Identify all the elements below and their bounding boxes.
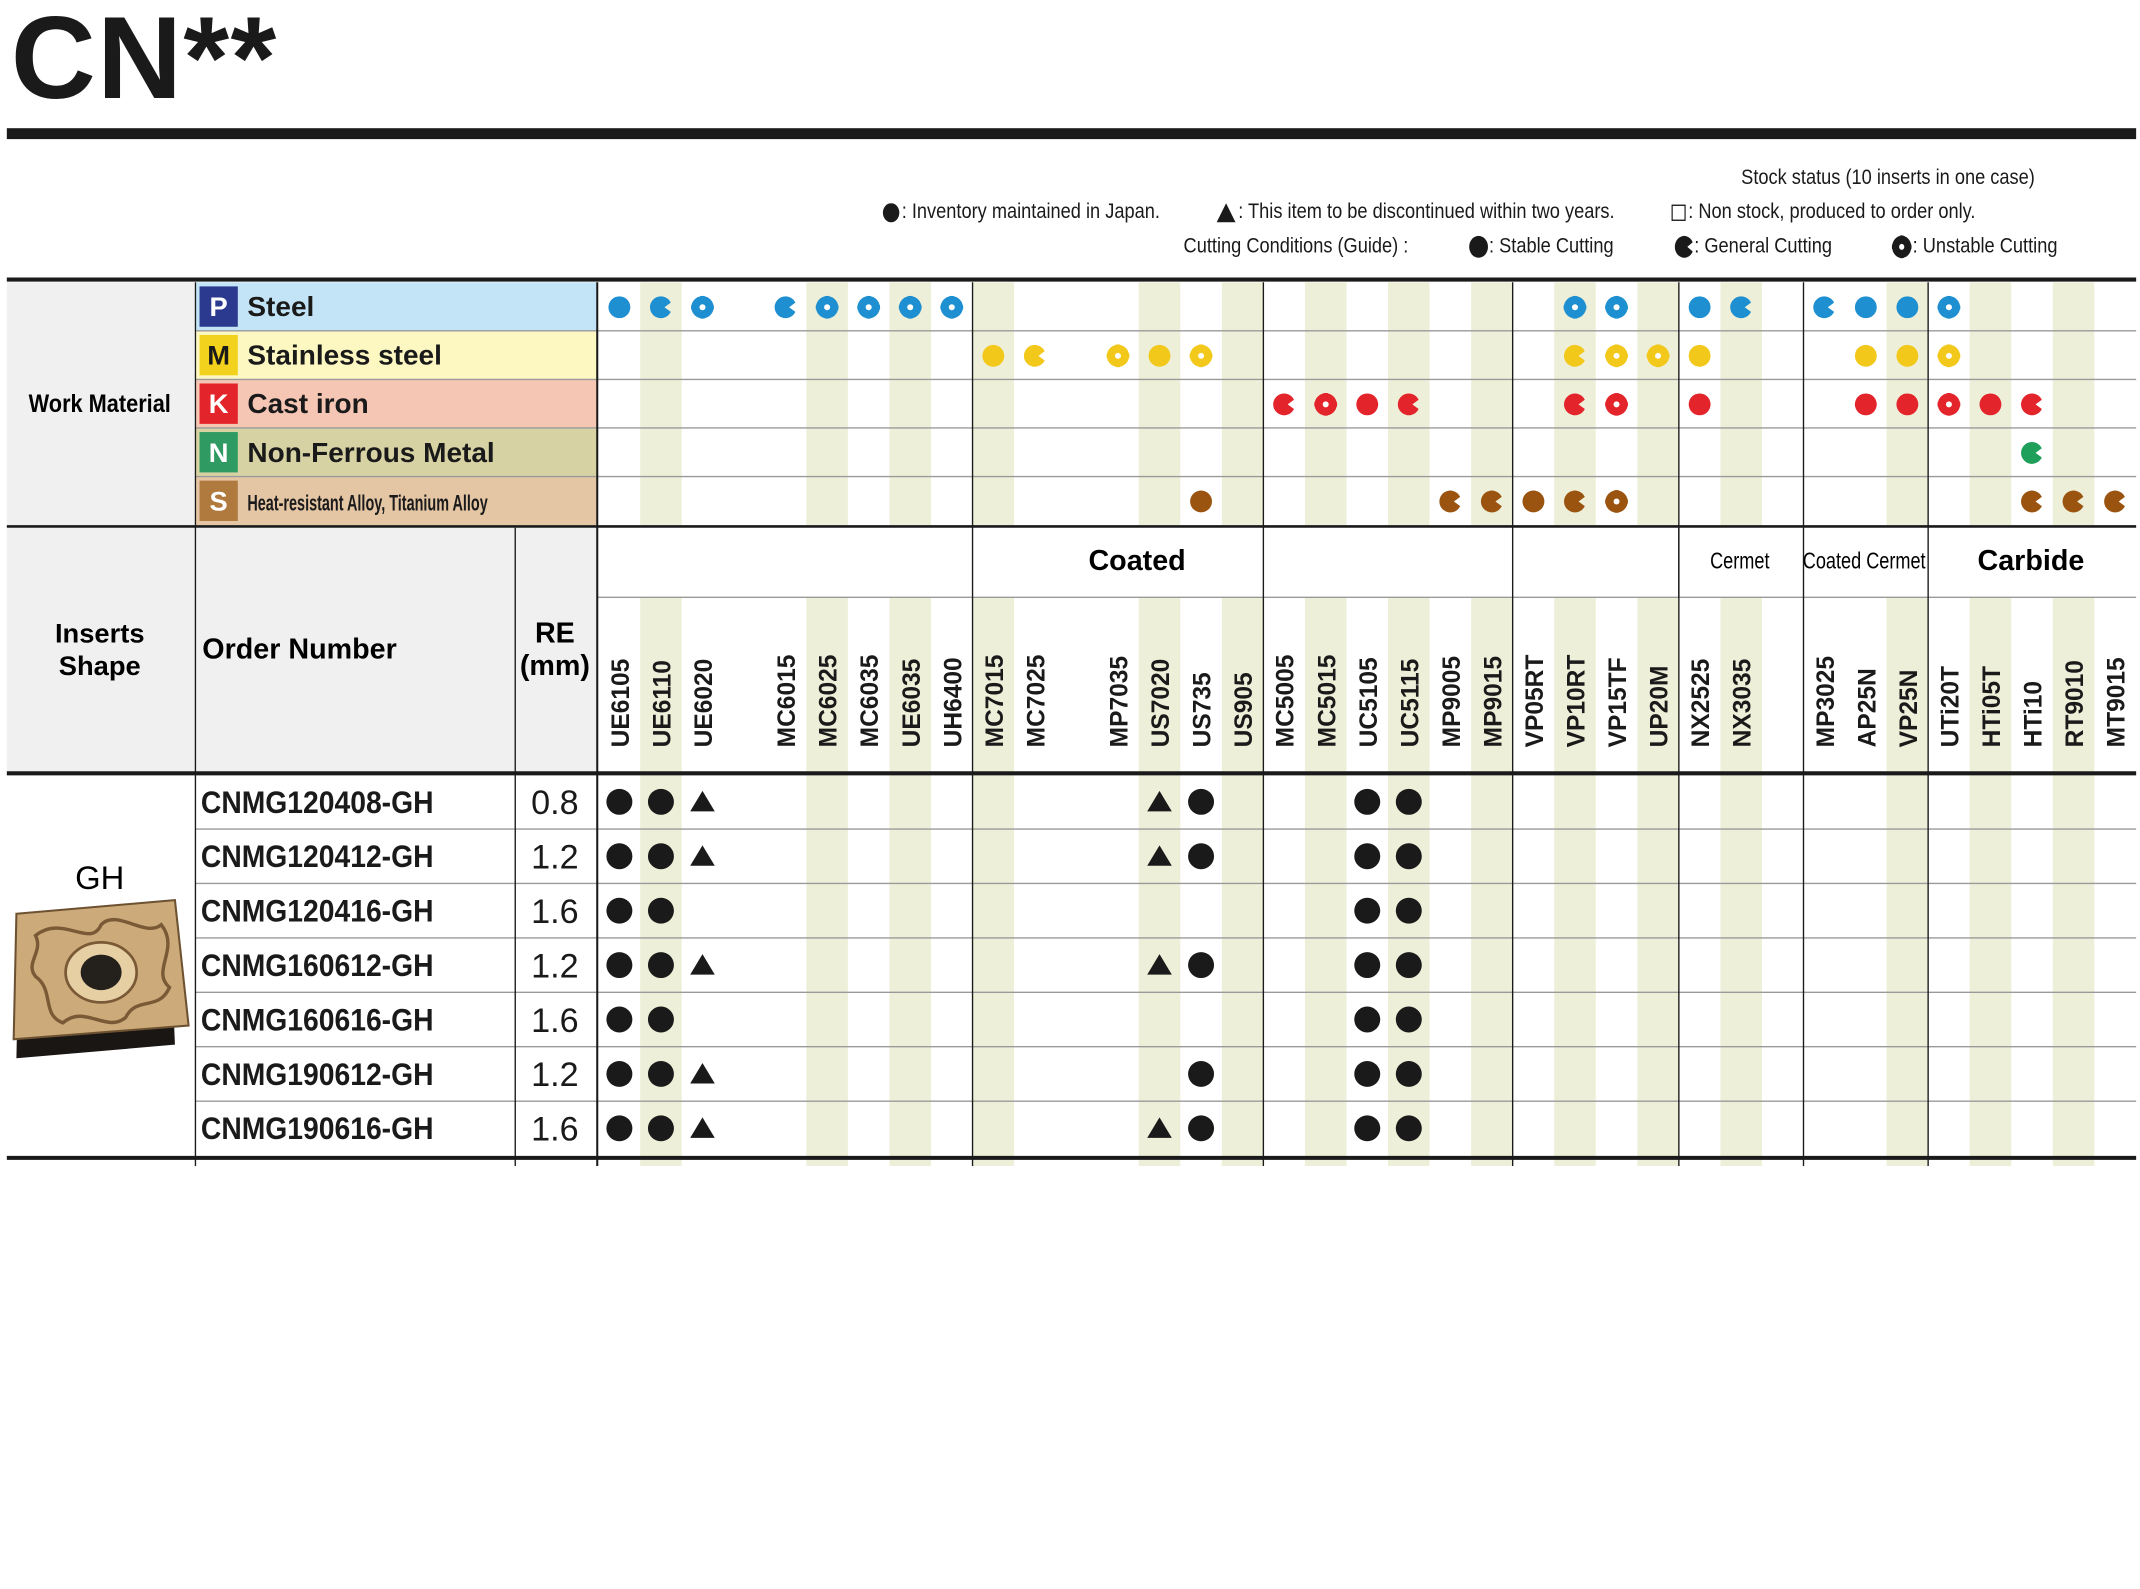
inventory-mark-icon — [1354, 1061, 1380, 1087]
stable-cutting-icon — [608, 296, 630, 318]
order-number: CNMG190612-GH — [200, 1057, 434, 1093]
order-number: CNMG120416-GH — [200, 894, 434, 929]
grade-label: UE6035 — [898, 658, 926, 748]
grade-label: HTi10 — [2020, 680, 2048, 748]
inventory-mark-icon — [606, 1115, 632, 1141]
grade-label: UP20M — [1646, 665, 1674, 748]
inventory-mark-icon — [1396, 843, 1422, 869]
re-header: RE — [534, 617, 575, 650]
inventory-mark-icon — [1354, 1115, 1380, 1141]
material-name-S: Heat-resistant Alloy, Titanium Alloy — [247, 490, 488, 516]
legend-discontinued: : This item to be discontinued within two years. — [1238, 200, 1615, 224]
inventory-mark-icon — [1188, 952, 1214, 978]
material-name-M: Stainless steel — [247, 339, 442, 371]
general-cutting-icon — [2021, 442, 2042, 464]
stable-cutting-icon — [1896, 345, 1918, 367]
order-number: CNMG120412-GH — [200, 839, 434, 875]
inventory-mark-icon — [648, 898, 674, 924]
group-label-cermet: Cermet — [1710, 548, 1770, 575]
inventory-mark-icon — [1396, 1061, 1422, 1087]
grade-label: MP9005 — [1438, 655, 1466, 748]
column-stripe — [973, 282, 1015, 525]
legend-inventory: : Inventory maintained in Japan. — [901, 200, 1160, 224]
inventory-mark-icon — [606, 1007, 632, 1033]
column-stripe — [1222, 282, 1264, 525]
re-value: 1.6 — [531, 1001, 579, 1040]
inserts-shape-label-2: Shape — [58, 650, 141, 682]
inventory-mark-icon — [648, 1115, 674, 1141]
legend-general: : General Cutting — [1694, 234, 1832, 258]
grade-label: UE6110 — [649, 660, 677, 748]
legend-stable: : Stable Cutting — [1489, 234, 1614, 258]
material-code-K: K — [208, 388, 229, 420]
stable-cutting-icon — [1689, 393, 1711, 415]
unstable-cutting-icon — [1604, 391, 1630, 417]
re-value: 1.6 — [531, 1110, 579, 1149]
stable-cutting-icon — [1689, 345, 1711, 367]
stable-cutting-icon — [1855, 296, 1877, 318]
order-number: CNMG120408-GH — [200, 785, 434, 821]
inventory-mark-icon — [1354, 898, 1380, 924]
re-header-unit: (mm) — [519, 650, 590, 683]
inventory-mark-icon — [606, 789, 632, 815]
stable-cutting-icon — [1149, 345, 1171, 367]
stable-cutting-icon — [1980, 393, 2002, 415]
unstable-cutting-icon — [1604, 294, 1630, 320]
general-cutting-icon — [775, 296, 796, 318]
column-stripe — [640, 282, 682, 525]
stable-cutting-icon — [1855, 345, 1877, 367]
column-stripe — [1139, 282, 1181, 525]
general-cutting-icon — [2021, 491, 2042, 513]
column-stripe — [806, 282, 848, 525]
insert-image — [14, 900, 189, 1058]
grade-label: MC7025 — [1023, 654, 1051, 748]
column-stripe — [1637, 282, 1679, 525]
inventory-mark-icon — [648, 952, 674, 978]
column-stripe — [2053, 282, 2095, 525]
grade-label: US735 — [1189, 672, 1217, 748]
inventory-mark-icon — [1396, 898, 1422, 924]
material-code-N: N — [208, 436, 229, 468]
inventory-mark-icon — [648, 1061, 674, 1087]
grade-label: MC7015 — [981, 654, 1009, 748]
group-label-coated-cermet: Coated Cermet — [1802, 548, 1926, 575]
stable-cutting-icon — [1855, 393, 1877, 415]
inventory-mark-icon — [606, 898, 632, 924]
unstable-cutting-icon — [1936, 343, 1962, 369]
work-material-label: Work Material — [28, 389, 171, 418]
inventory-mark-icon — [1188, 843, 1214, 869]
stable-cutting-icon — [1896, 393, 1918, 415]
inventory-mark-icon — [1354, 1007, 1380, 1033]
page-title: CN** — [10, 0, 278, 125]
group-label-carbide: Carbide — [1977, 545, 2085, 578]
discontinued-mark-icon — [690, 1117, 715, 1137]
unstable-cutting-icon — [856, 294, 882, 320]
unstable-cutting-icon — [1936, 391, 1962, 417]
general-cutting-icon — [1273, 393, 1294, 415]
group-label-coated: Coated — [1088, 545, 1186, 578]
re-value: 0.8 — [531, 784, 579, 823]
general-cutting-icon — [1024, 345, 1045, 367]
unstable-cutting-icon — [1105, 343, 1131, 369]
grade-label: HTi05T — [1979, 665, 2007, 748]
re-value: 1.6 — [531, 892, 579, 931]
inventory-mark-icon — [1188, 1061, 1214, 1087]
grade-label: UC5105 — [1355, 657, 1383, 748]
grade-label: UTi20T — [1937, 665, 1965, 748]
grade-label: UC5115 — [1397, 658, 1425, 748]
unstable-cutting-icon — [1188, 343, 1214, 369]
grade-label: MT9015 — [2103, 657, 2131, 748]
re-value: 1.2 — [531, 838, 579, 877]
grade-label: MC5015 — [1314, 654, 1342, 748]
column-stripe — [1471, 282, 1513, 525]
unstable-cutting-icon — [689, 294, 715, 320]
inserts-shape-label-1: Inserts — [54, 617, 145, 649]
grade-label: US7020 — [1148, 658, 1176, 748]
order-number: CNMG190616-GH — [200, 1111, 434, 1147]
grade-label: UE6020 — [691, 658, 719, 748]
legend-unstable: : Unstable Cutting — [1912, 234, 2058, 258]
order-number-header: Order Number — [202, 633, 397, 666]
grade-label: MC6035 — [857, 654, 885, 748]
grade-label: VP25N — [1895, 669, 1923, 748]
unstable-cutting-icon — [1604, 489, 1630, 515]
inventory-mark-icon — [606, 843, 632, 869]
grade-label: MP9015 — [1480, 655, 1508, 748]
inventory-mark-icon — [606, 952, 632, 978]
re-value: 1.2 — [531, 947, 579, 986]
inventory-mark-icon — [1396, 789, 1422, 815]
general-cutting-icon — [1439, 491, 1460, 513]
inventory-mark-icon — [1396, 952, 1422, 978]
material-code-P: P — [209, 291, 228, 323]
inventory-mark-icon — [1354, 952, 1380, 978]
legend-stock-title: Stock status (10 inserts in one case) — [1741, 166, 2035, 190]
grade-label: UH6400 — [940, 657, 968, 748]
grade-label: VP05RT — [1521, 654, 1550, 748]
grade-label: MC6015 — [774, 654, 802, 748]
inventory-mark-icon — [606, 1061, 632, 1087]
grade-label: MP3025 — [1812, 655, 1840, 748]
material-name-N: Non-Ferrous Metal — [247, 436, 495, 468]
discontinued-mark-icon — [690, 845, 715, 865]
inventory-mark-icon — [1354, 789, 1380, 815]
general-cutting-icon — [1813, 296, 1834, 318]
grade-label: VP15TF — [1605, 657, 1633, 748]
grade-label: RT9010 — [2062, 660, 2090, 748]
insert-shape-name: GH — [75, 859, 125, 897]
general-cutting-icon — [2021, 393, 2042, 415]
column-stripe — [889, 282, 931, 525]
unstable-cutting-icon — [939, 294, 965, 320]
grade-label: MC5005 — [1272, 654, 1300, 748]
legend-nonstock: : Non stock, produced to order only. — [1688, 200, 1976, 224]
unstable-cutting-icon — [1604, 343, 1630, 369]
stable-cutting-icon — [1689, 296, 1711, 318]
material-name-P: Steel — [247, 291, 315, 323]
grade-label: AP25N — [1854, 668, 1882, 748]
inventory-mark-icon — [1188, 1115, 1214, 1141]
inventory-mark-icon — [1188, 789, 1214, 815]
order-number: CNMG160612-GH — [200, 948, 434, 984]
grade-label: UE6105 — [607, 658, 635, 748]
re-value: 1.2 — [531, 1056, 579, 1095]
material-code-S: S — [209, 485, 228, 517]
discontinued-mark-icon — [690, 954, 715, 974]
stable-cutting-icon — [1190, 491, 1212, 513]
inventory-mark-icon — [1354, 843, 1380, 869]
inventory-mark-icon — [1396, 1007, 1422, 1033]
stable-cutting-icon — [982, 345, 1004, 367]
discontinued-mark-icon — [690, 791, 715, 811]
inventory-mark-icon — [648, 843, 674, 869]
discontinued-mark-icon — [690, 1063, 715, 1083]
material-code-M: M — [207, 339, 231, 371]
grade-label: NX3035 — [1729, 658, 1757, 748]
column-stripe — [1720, 282, 1762, 525]
stable-cutting-icon — [1523, 491, 1545, 513]
grade-label: MP7035 — [1106, 655, 1134, 748]
grade-label: NX2525 — [1688, 658, 1716, 748]
grade-label: VP10RT — [1563, 654, 1591, 748]
stable-cutting-icon — [1356, 393, 1378, 415]
grade-label: US905 — [1231, 672, 1259, 748]
unstable-cutting-icon — [1936, 294, 1962, 320]
inventory-mark-icon — [648, 1007, 674, 1033]
inventory-mark-icon — [1396, 1115, 1422, 1141]
order-number: CNMG160616-GH — [200, 1003, 434, 1038]
legend-conditions-title: Cutting Conditions (Guide) : — [1183, 234, 1409, 258]
general-cutting-icon — [2104, 491, 2125, 513]
inventory-mark-icon — [648, 789, 674, 815]
grade-label: MC6025 — [815, 654, 843, 748]
material-name-K: Cast iron — [247, 388, 369, 420]
stable-cutting-icon — [1896, 296, 1918, 318]
